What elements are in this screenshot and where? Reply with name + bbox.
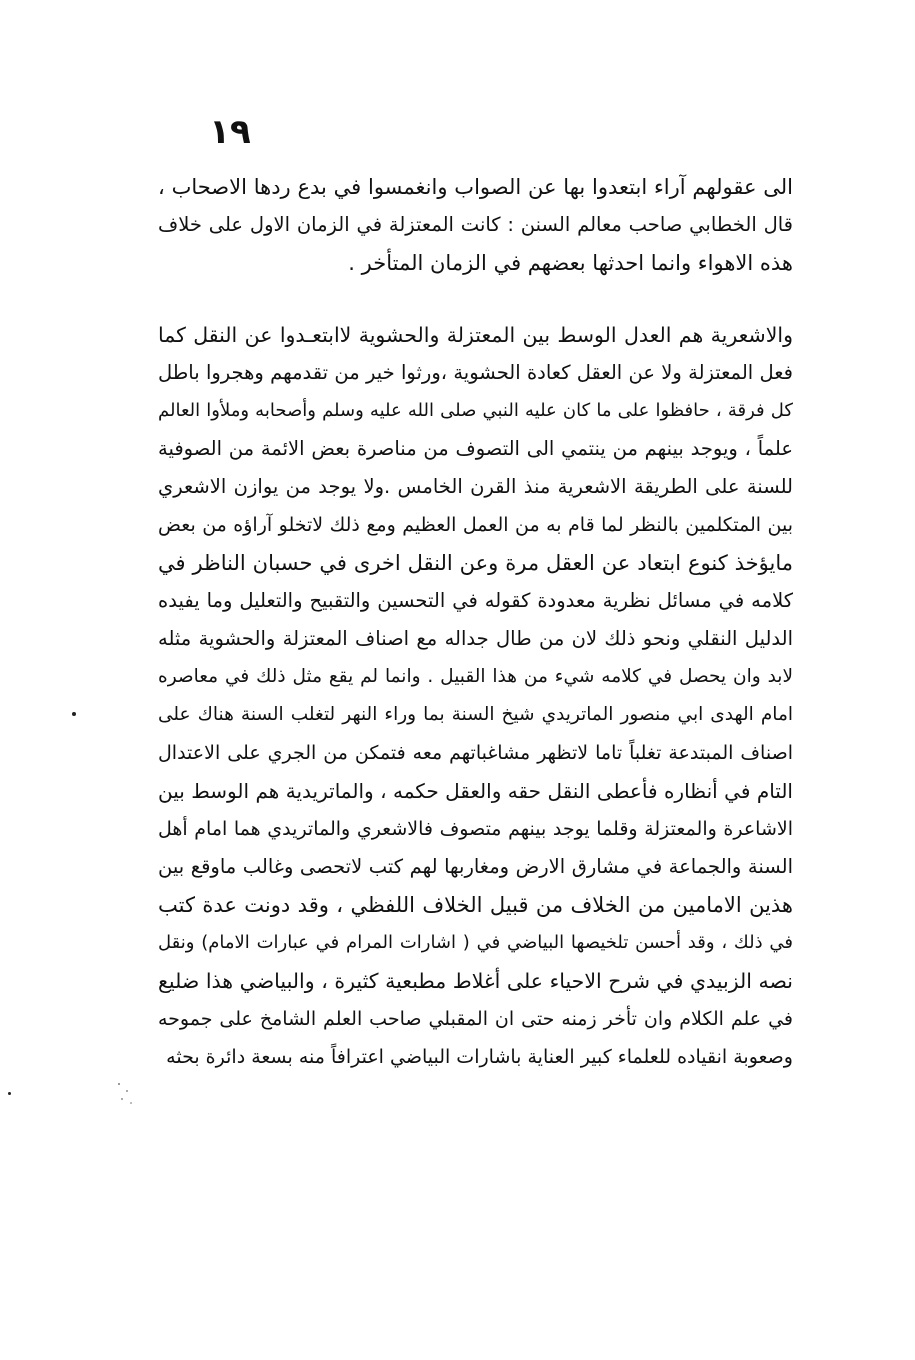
text-line: هذه الاهواء وانما احدثها بعضهم في الزمان المتأخر . xyxy=(348,251,793,275)
text-line: لابد وان يحصل في كلامه شيء من هذا القبيل . وانما لم يقع مثل ذلك في معاصره xyxy=(158,666,793,687)
text-line: علماً ، ويوجد بينهم من ينتمي الى التصوف من مناصرة بعض الائمة من الصوفية xyxy=(158,437,793,460)
text-line: الدليل النقلي ونحو ذلك لان من طال جداله مع اصناف المعتزلة والحشوية مثله xyxy=(158,627,793,650)
paragraph-2 xyxy=(158,316,793,1076)
text-line: نصه الزبيدي في شرح الاحياء على أغلاط مطبعية كثيرة ، والبياضي هذا ضليع xyxy=(158,969,793,993)
text-line: هذين الامامين من الخلاف من قبيل الخلاف اللفظي ، وقد دونت عدة كتب xyxy=(158,893,793,917)
text-line: امام الهدى ابي منصور الماتريدي شيخ السنة بما وراء النهر لتغلب السنة هناك على xyxy=(158,704,793,725)
text-line: كل فرقة ، حافظوا على ما كان عليه النبي صلى الله عليه وسلم وأصحابه وملأوا العالم xyxy=(158,400,793,421)
text-line: التام في أنظاره فأعطى النقل حقه والعقل حكمه ، والماتريدية هم الوسط بين xyxy=(158,779,793,803)
text-line: مايؤخذ كنوع ابتعاد عن العقل مرة وعن النقل اخرى في حسبان الناظر في xyxy=(158,551,793,575)
text-line: في ذلك ، وقد أحسن تلخيصها البياضي في ( اشارات المرام في عبارات الامام) ونقل xyxy=(158,932,793,953)
scan-speck xyxy=(118,1083,120,1085)
text-line: قال الخطابي صاحب معالم السنن : كانت المعتزلة في الزمان الاول على خلاف xyxy=(158,213,793,236)
text-line: للسنة على الطريقة الاشعرية منذ القرن الخامس .ولا يوجد من يوازن الاشعري xyxy=(158,475,793,498)
text-line: وصعوبة انقياده للعلماء كبير العناية باشارات البياضي اعترافاً منه بسعة دائرة بحثه xyxy=(166,1046,793,1068)
text-line: اصناف المبتدعة تغلباً تاما لاتظهر مشاغباتهم معه فتمكن من الجري على الاعتدال xyxy=(158,742,793,764)
page-number: ١٩ xyxy=(209,112,251,152)
text-line: السنة والجماعة في مشارق الارض ومغاربها لهم كتب لاتحصى وغالب ماوقع بين xyxy=(158,855,793,878)
text-line: فعل المعتزلة ولا عن العقل كعادة الحشوية ،ورثوا خير من تقدمهم وهجروا باطل xyxy=(158,361,793,384)
text-line: بين المتكلمين بالنظر لما قام به من العمل العظيم ومع ذلك لاتخلو آراؤه من بعض xyxy=(158,514,793,536)
paragraph-1 xyxy=(158,168,793,282)
text-line: الى عقولهم آراء ابتعدوا بها عن الصواب وانغمسوا في بدع ردها الاصحاب ، xyxy=(158,175,793,199)
text-line: الاشاعرة والمعتزلة وقلما يوجد بينهم متصوف فالاشعري والماتريدي هما امام أهل xyxy=(158,818,793,840)
scan-speck xyxy=(72,712,76,716)
text-line: والاشعرية هم العدل الوسط بين المعتزلة والحشوية لاابتعـدوا عن النقل كما xyxy=(158,323,793,347)
text-line: في علم الكلام وان تأخر زمنه حتى ان المقبلي صاحب العلم الشامخ على جموحه xyxy=(158,1008,793,1030)
scan-speck xyxy=(121,1098,123,1100)
scan-speck xyxy=(8,1092,11,1095)
text-line: كلامه في مسائل نظرية معدودة كقوله في التحسين والتقبيح والتعليل وما يفيده xyxy=(158,589,793,612)
scan-speck xyxy=(126,1090,128,1092)
scan-speck xyxy=(130,1102,132,1104)
